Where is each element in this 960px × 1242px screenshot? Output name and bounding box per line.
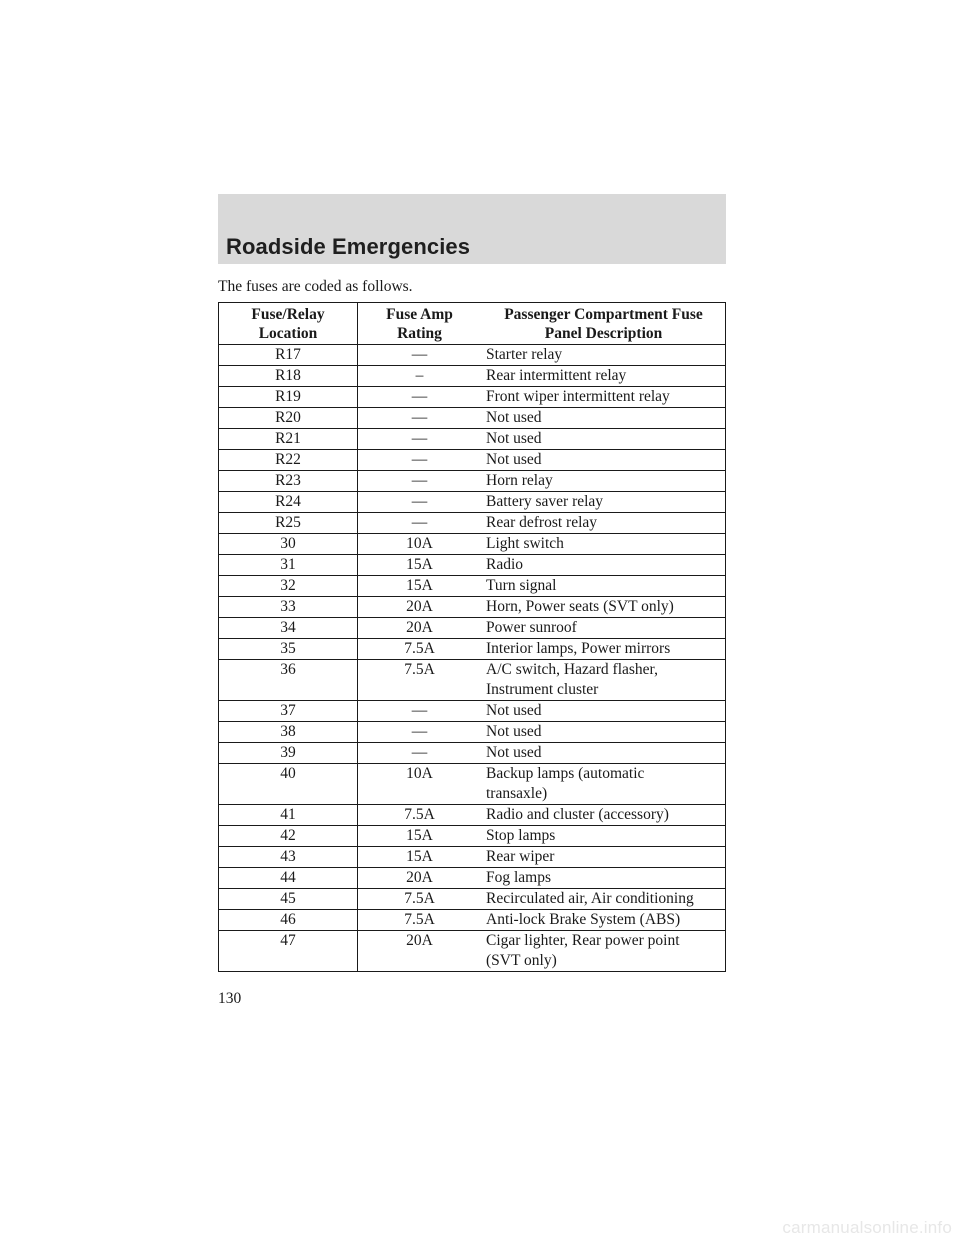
table-row [219, 764, 726, 805]
table-row [219, 931, 726, 972]
table-header-row [219, 303, 726, 345]
table-row [219, 408, 726, 429]
table-row [219, 366, 726, 387]
description-line: Not used [486, 451, 542, 468]
cell-amp-rating: 15A [358, 847, 482, 868]
table-row [219, 429, 726, 450]
cell-description [481, 701, 726, 722]
cell-amp-rating: 15A [358, 555, 482, 576]
header-location [219, 303, 358, 345]
table-row [219, 660, 726, 701]
table-row [219, 345, 726, 366]
cell-description [481, 826, 726, 847]
header-description [481, 303, 726, 345]
table-row [219, 576, 726, 597]
cell-amp-rating: — [358, 743, 482, 764]
cell-amp-rating: 20A [358, 618, 482, 639]
cell-location: 35 [219, 639, 358, 660]
table-body [219, 345, 726, 972]
cell-amp-rating: — [358, 513, 482, 534]
cell-amp-rating: — [358, 492, 482, 513]
table-row [219, 534, 726, 555]
cell-description [481, 931, 726, 972]
description-line: A/C switch, Hazard flasher, [486, 661, 658, 678]
description-line: Cigar lighter, Rear power point [486, 932, 680, 949]
cell-description [481, 722, 726, 743]
cell-location: 39 [219, 743, 358, 764]
header-amp-line: Rating [397, 325, 442, 342]
description-line: Interior lamps, Power mirrors [486, 640, 671, 657]
cell-location: R23 [219, 471, 358, 492]
description-line: Radio and cluster (accessory) [486, 806, 669, 823]
cell-location: 45 [219, 889, 358, 910]
description-line: Backup lamps (automatic [486, 765, 645, 782]
cell-location: 44 [219, 868, 358, 889]
table-row [219, 471, 726, 492]
description-line: Instrument cluster [486, 681, 599, 698]
header-description-line: Panel Description [544, 325, 663, 342]
description-line: Recirculated air, Air conditioning [486, 890, 694, 907]
description-line: Not used [486, 702, 542, 719]
cell-amp-rating: – [358, 366, 482, 387]
cell-location: 46 [219, 910, 358, 931]
cell-amp-rating: 10A [358, 534, 482, 555]
cell-amp-rating: 7.5A [358, 639, 482, 660]
cell-amp-rating: — [358, 345, 482, 366]
cell-description [481, 366, 726, 387]
cell-amp-rating: 7.5A [358, 910, 482, 931]
cell-location: R17 [219, 345, 358, 366]
table-row [219, 805, 726, 826]
description-line: Front wiper intermittent relay [486, 388, 670, 405]
cell-location: R18 [219, 366, 358, 387]
watermark: carmanualsonline.info [782, 1218, 952, 1237]
cell-description [481, 471, 726, 492]
cell-amp-rating: — [358, 429, 482, 450]
header-amp-line: Fuse Amp [386, 306, 453, 323]
cell-location: 34 [219, 618, 358, 639]
cell-location: 31 [219, 555, 358, 576]
header-location-line: Fuse/Relay [251, 306, 325, 323]
table-row [219, 597, 726, 618]
table-row [219, 492, 726, 513]
description-line: Fog lamps [486, 869, 552, 886]
cell-description [481, 597, 726, 618]
cell-description [481, 450, 726, 471]
cell-amp-rating: 20A [358, 597, 482, 618]
description-line: Radio [486, 556, 524, 573]
cell-amp-rating: 15A [358, 576, 482, 597]
cell-amp-rating: 10A [358, 764, 482, 805]
description-line: Not used [486, 430, 542, 447]
cell-description [481, 868, 726, 889]
cell-description [481, 764, 726, 805]
description-line: Power sunroof [486, 619, 577, 636]
cell-amp-rating: 15A [358, 826, 482, 847]
cell-description [481, 345, 726, 366]
cell-description [481, 408, 726, 429]
cell-amp-rating: — [358, 722, 482, 743]
header-amp [358, 303, 482, 345]
table-row [219, 868, 726, 889]
cell-location: R21 [219, 429, 358, 450]
description-line: (SVT only) [486, 952, 557, 969]
description-line: Starter relay [486, 346, 563, 363]
cell-amp-rating: 20A [358, 868, 482, 889]
cell-location: 38 [219, 722, 358, 743]
cell-location: 40 [219, 764, 358, 805]
header-location-line: Location [258, 325, 318, 342]
table-row [219, 618, 726, 639]
cell-location: 43 [219, 847, 358, 868]
cell-location: R19 [219, 387, 358, 408]
cell-description [481, 743, 726, 764]
cell-location: R24 [219, 492, 358, 513]
table-row [219, 387, 726, 408]
description-line: Not used [486, 409, 542, 426]
cell-amp-rating: 7.5A [358, 805, 482, 826]
cell-description [481, 555, 726, 576]
cell-amp-rating: — [358, 471, 482, 492]
cell-amp-rating: — [358, 450, 482, 471]
table-row [219, 555, 726, 576]
cell-location: R25 [219, 513, 358, 534]
cell-description [481, 429, 726, 450]
cell-description [481, 805, 726, 826]
cell-description [481, 618, 726, 639]
cell-description [481, 889, 726, 910]
cell-location: 33 [219, 597, 358, 618]
table-row [219, 639, 726, 660]
fuse-table [218, 302, 726, 972]
header-description-line: Passenger Compartment Fuse [504, 306, 703, 323]
cell-amp-rating: — [358, 408, 482, 429]
cell-location: 37 [219, 701, 358, 722]
table-row [219, 513, 726, 534]
cell-description [481, 513, 726, 534]
table-row [219, 743, 726, 764]
cell-location: 36 [219, 660, 358, 701]
description-line: Horn, Power seats (SVT only) [486, 598, 674, 615]
cell-location: 32 [219, 576, 358, 597]
cell-location: 30 [219, 534, 358, 555]
cell-amp-rating: 7.5A [358, 889, 482, 910]
description-line: Not used [486, 723, 542, 740]
cell-description [481, 847, 726, 868]
table-row [219, 826, 726, 847]
cell-description [481, 492, 726, 513]
page-number: 130 [218, 990, 242, 1007]
table-row [219, 847, 726, 868]
cell-amp-rating: 20A [358, 931, 482, 972]
description-line: Battery saver relay [486, 493, 604, 510]
table-row [219, 701, 726, 722]
cell-description [481, 910, 726, 931]
table-row [219, 722, 726, 743]
cell-amp-rating: — [358, 387, 482, 408]
section-title: Roadside Emergencies [226, 234, 471, 259]
cell-description [481, 639, 726, 660]
cell-description [481, 660, 726, 701]
cell-amp-rating: 7.5A [358, 660, 482, 701]
description-line: Rear wiper [486, 848, 555, 865]
description-line: Rear intermittent relay [486, 367, 627, 384]
description-line: Rear defrost relay [486, 514, 598, 531]
table-row [219, 889, 726, 910]
cell-description [481, 387, 726, 408]
description-line: transaxle) [486, 785, 548, 802]
description-line: Stop lamps [486, 827, 556, 844]
cell-location: R22 [219, 450, 358, 471]
cell-location: 47 [219, 931, 358, 972]
description-line: Not used [486, 744, 542, 761]
cell-location: 41 [219, 805, 358, 826]
description-line: Light switch [486, 535, 564, 552]
table-row [219, 910, 726, 931]
table-row [219, 450, 726, 471]
cell-location: R20 [219, 408, 358, 429]
cell-location: 42 [219, 826, 358, 847]
cell-amp-rating: — [358, 701, 482, 722]
description-line: Anti-lock Brake System (ABS) [486, 911, 681, 928]
section-header [218, 194, 726, 264]
description-line: Horn relay [486, 472, 553, 489]
description-line: Turn signal [486, 577, 557, 594]
intro-text: The fuses are coded as follows. [218, 278, 413, 295]
cell-description [481, 576, 726, 597]
cell-description [481, 534, 726, 555]
